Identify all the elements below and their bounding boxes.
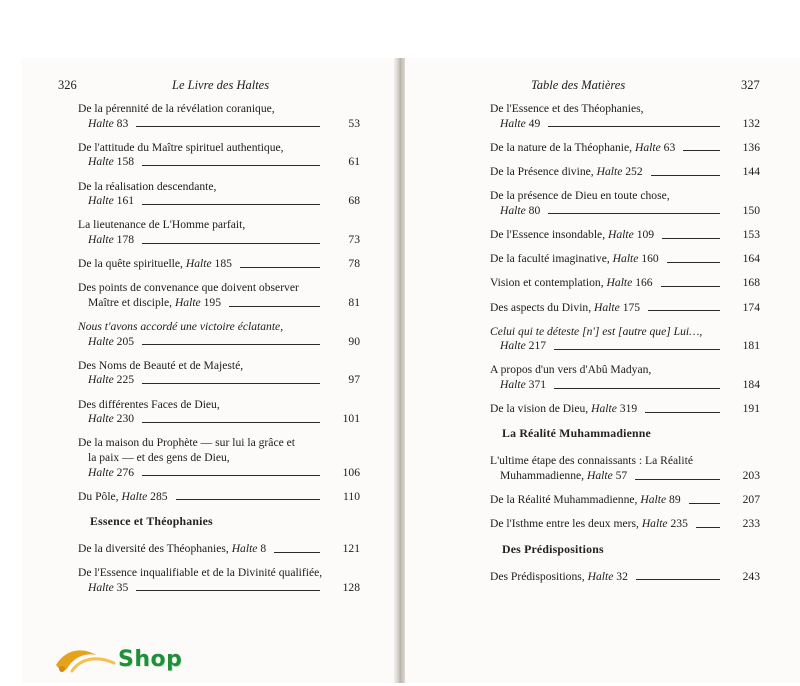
dot-leader — [136, 126, 320, 127]
left-page-number: 326 — [58, 78, 77, 92]
dot-leader — [667, 262, 720, 263]
toc-entry: Des Prédispositions, Halte 32 243 — [490, 569, 760, 583]
right-toc-list — [490, 102, 760, 594]
dot-leader — [176, 499, 320, 500]
toc-entry: Nous t'avons accordé une victoire éclatante, Halte 205 90 — [78, 320, 360, 348]
toc-entry: De la nature de la Théophanie, Halte 63 136 — [490, 140, 760, 154]
toc-entry: De la quête spirituelle, Halte 185 78 — [78, 257, 360, 271]
dot-leader — [142, 383, 320, 384]
toc-page-ref: 81 — [348, 295, 360, 309]
dot-leader — [142, 475, 320, 476]
toc-page-ref: 191 — [742, 402, 760, 416]
dot-leader — [136, 590, 320, 591]
toc-page-ref: 174 — [742, 300, 760, 314]
toc-entry: Du Pôle, Halte 285 110 — [78, 489, 360, 503]
dot-leader — [635, 479, 720, 480]
toc-entry: De la réalisation descendante, Halte 161 68 — [78, 179, 360, 208]
toc-page-ref: 243 — [742, 569, 760, 583]
toc-page-ref: 203 — [742, 469, 760, 483]
toc-page-ref: 184 — [742, 378, 760, 392]
dot-leader — [648, 310, 720, 311]
toc-entry: La lieutenance de L'Homme parfait, Halte 178 73 — [78, 218, 360, 246]
dot-leader — [229, 306, 320, 307]
left-toc-list — [78, 102, 360, 605]
toc-entry: De la pérennité de la révélation coranique, Halte 83 53 — [78, 102, 360, 130]
left-page — [22, 58, 394, 683]
toc-entry: De l'Essence inqualifiable et de la Divinité qualifiée, Halte 35 128 — [78, 566, 360, 594]
toc-page-ref: 68 — [348, 194, 360, 208]
book-spread — [22, 58, 800, 683]
toc-page-ref: 106 — [342, 465, 360, 479]
toc-entry: De l'Essence et des Théophanies, Halte 49 132 — [490, 102, 760, 130]
toc-page-ref: 153 — [742, 227, 760, 241]
toc-entry: De la maison du Prophète — sur lui la grâce et la paix — et des gens de Dieu, Halte 276 106 — [78, 436, 360, 479]
left-running-title: Le Livre des Haltes — [172, 78, 270, 92]
dot-leader — [651, 175, 720, 176]
toc-page-ref: 136 — [742, 140, 760, 154]
toc-page-ref: 78 — [348, 257, 360, 271]
dot-leader — [554, 388, 720, 389]
dot-leader — [689, 503, 720, 504]
section-heading: Des Prédispositions — [502, 541, 604, 556]
dot-leader — [683, 150, 720, 151]
toc-entry: L'ultime étape des connaissants : La Réalité Muhammadienne, Halte 57 203 — [490, 454, 760, 483]
right-page — [405, 58, 800, 683]
dot-leader — [696, 527, 720, 528]
toc-page-ref: 97 — [348, 373, 360, 387]
dot-leader — [554, 349, 720, 350]
toc-page-ref: 132 — [742, 116, 760, 130]
toc-page-ref: 144 — [742, 164, 760, 178]
toc-page-ref: 73 — [348, 232, 360, 246]
toc-page-ref: 121 — [342, 542, 360, 555]
book-gutter — [394, 58, 405, 683]
toc-entry: Des aspects du Divin, Halte 175 174 — [490, 300, 760, 314]
section-heading: La Réalité Muhammadienne — [502, 426, 651, 441]
toc-entry: De l'attitude du Maître spirituel authentique, Halte 158 61 — [78, 140, 360, 169]
toc-page-ref: 90 — [348, 334, 360, 348]
toc-entry: Vision et contemplation, Halte 166 168 — [490, 276, 760, 290]
toc-entry: Des Noms de Beauté et de Majesté, Halte 225 97 — [78, 358, 360, 387]
dot-leader — [240, 267, 320, 268]
dot-leader — [645, 412, 720, 413]
dot-leader — [142, 422, 320, 423]
dot-leader — [142, 243, 320, 244]
toc-entry: De la présence de Dieu en toute chose, Halte 80 150 — [490, 189, 760, 217]
toc-entry: De la Présence divine, Halte 252 144 — [490, 164, 760, 178]
dot-leader — [548, 126, 720, 127]
logo-text: Shop — [118, 647, 183, 672]
section-heading: Essence et Théophanies — [90, 514, 213, 528]
toc-page-ref: 53 — [348, 116, 360, 130]
dot-leader — [142, 165, 320, 166]
toc-page-ref: 233 — [742, 517, 760, 531]
toc-page-ref: 181 — [742, 339, 760, 353]
dot-leader — [662, 238, 720, 239]
dot-leader — [274, 552, 320, 553]
toc-entry: De l'Essence insondable, Halte 109 153 — [490, 227, 760, 241]
dot-leader — [142, 344, 320, 345]
toc-entry: De la Réalité Muhammadienne, Halte 89 207 — [490, 493, 760, 507]
toc-page-ref: 150 — [742, 203, 760, 217]
dot-leader — [548, 213, 720, 214]
toc-entry: Des différentes Faces de Dieu, Halte 230 101 — [78, 397, 360, 426]
toc-entry: Des points de convenance que doivent observer Maître et disciple, Halte 195 81 — [78, 281, 360, 309]
toc-page-ref: 207 — [742, 493, 760, 507]
toc-entry: Celui qui te déteste [n'] est [autre que] Lui…, Halte 217 181 — [490, 324, 760, 353]
toc-page-ref: 61 — [348, 155, 360, 169]
toc-entry: De la diversité des Théophanies, Halte 8 121 — [78, 542, 360, 555]
toc-page-ref: 168 — [742, 276, 760, 290]
right-page-number: 327 — [741, 78, 760, 92]
toc-page-ref: 164 — [742, 252, 760, 266]
dot-leader — [142, 204, 320, 205]
dot-leader — [636, 579, 720, 580]
dot-leader — [661, 286, 720, 287]
toc-page-ref: 128 — [342, 580, 360, 594]
shop-logo — [52, 643, 192, 681]
toc-entry: De l'Isthme entre les deux mers, Halte 235 233 — [490, 517, 760, 531]
toc-entry: De la faculté imaginative, Halte 160 164 — [490, 252, 760, 266]
right-running-title: Table des Matières — [531, 78, 626, 92]
toc-page-ref: 101 — [342, 412, 360, 426]
toc-entry: A propos d'un vers d'Abû Madyan, Halte 371 184 — [490, 363, 760, 392]
toc-page-ref: 110 — [343, 489, 360, 503]
toc-entry: De la vision de Dieu, Halte 319 191 — [490, 402, 760, 416]
